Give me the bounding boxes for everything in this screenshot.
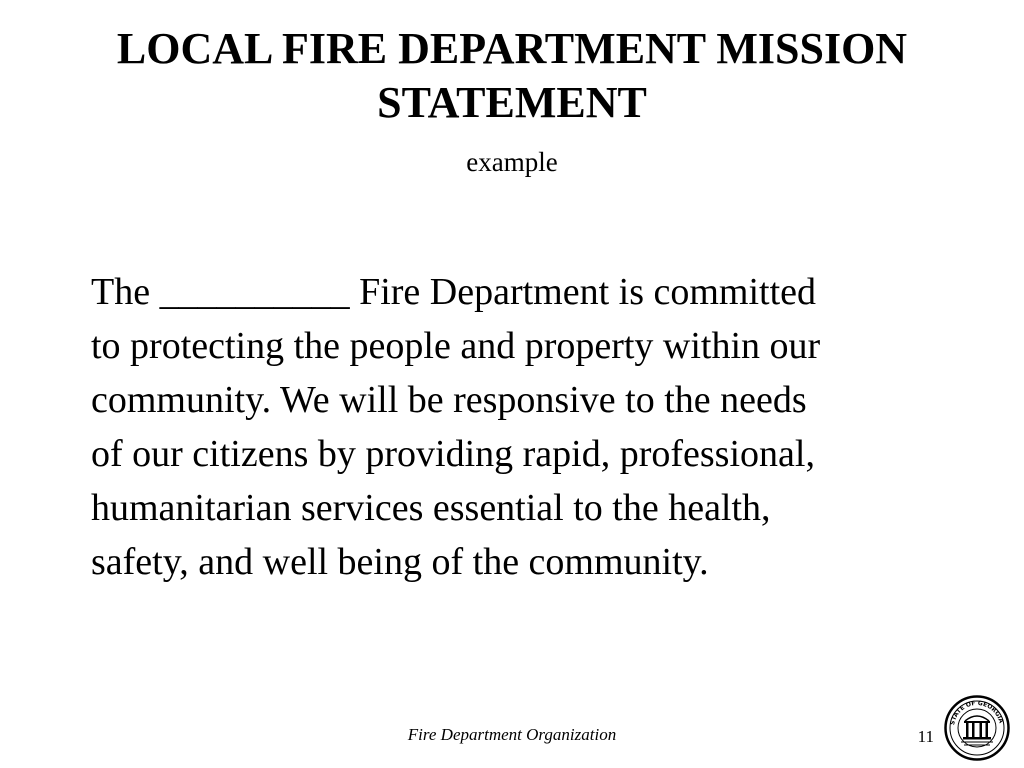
slide-title-line: LOCAL FIRE DEPARTMENT MISSION [116,24,908,73]
svg-text:STATE OF GEORGIA: STATE OF GEORGIA [949,699,1005,726]
footer-text: Fire Department Organization [407,725,617,744]
slide-title-line: STATEMENT [377,78,647,127]
body-line: humanitarian services essential to the health, [91,487,771,529]
slide-subtitle: example [466,147,558,177]
mission-statement-text [91,265,991,589]
page-number: 11 [917,727,934,746]
state-seal-icon [944,695,1010,761]
body-line: of our citizens by providing rapid, professional, [91,433,815,475]
body-line: to protecting the people and property within our [91,325,821,367]
body-line: The __________ Fire Department is committed [91,271,817,313]
slide-title [0,22,1024,130]
body-line: safety, and well being of the community. [91,541,709,583]
body-line: community. We will be responsive to the needs [91,379,807,421]
